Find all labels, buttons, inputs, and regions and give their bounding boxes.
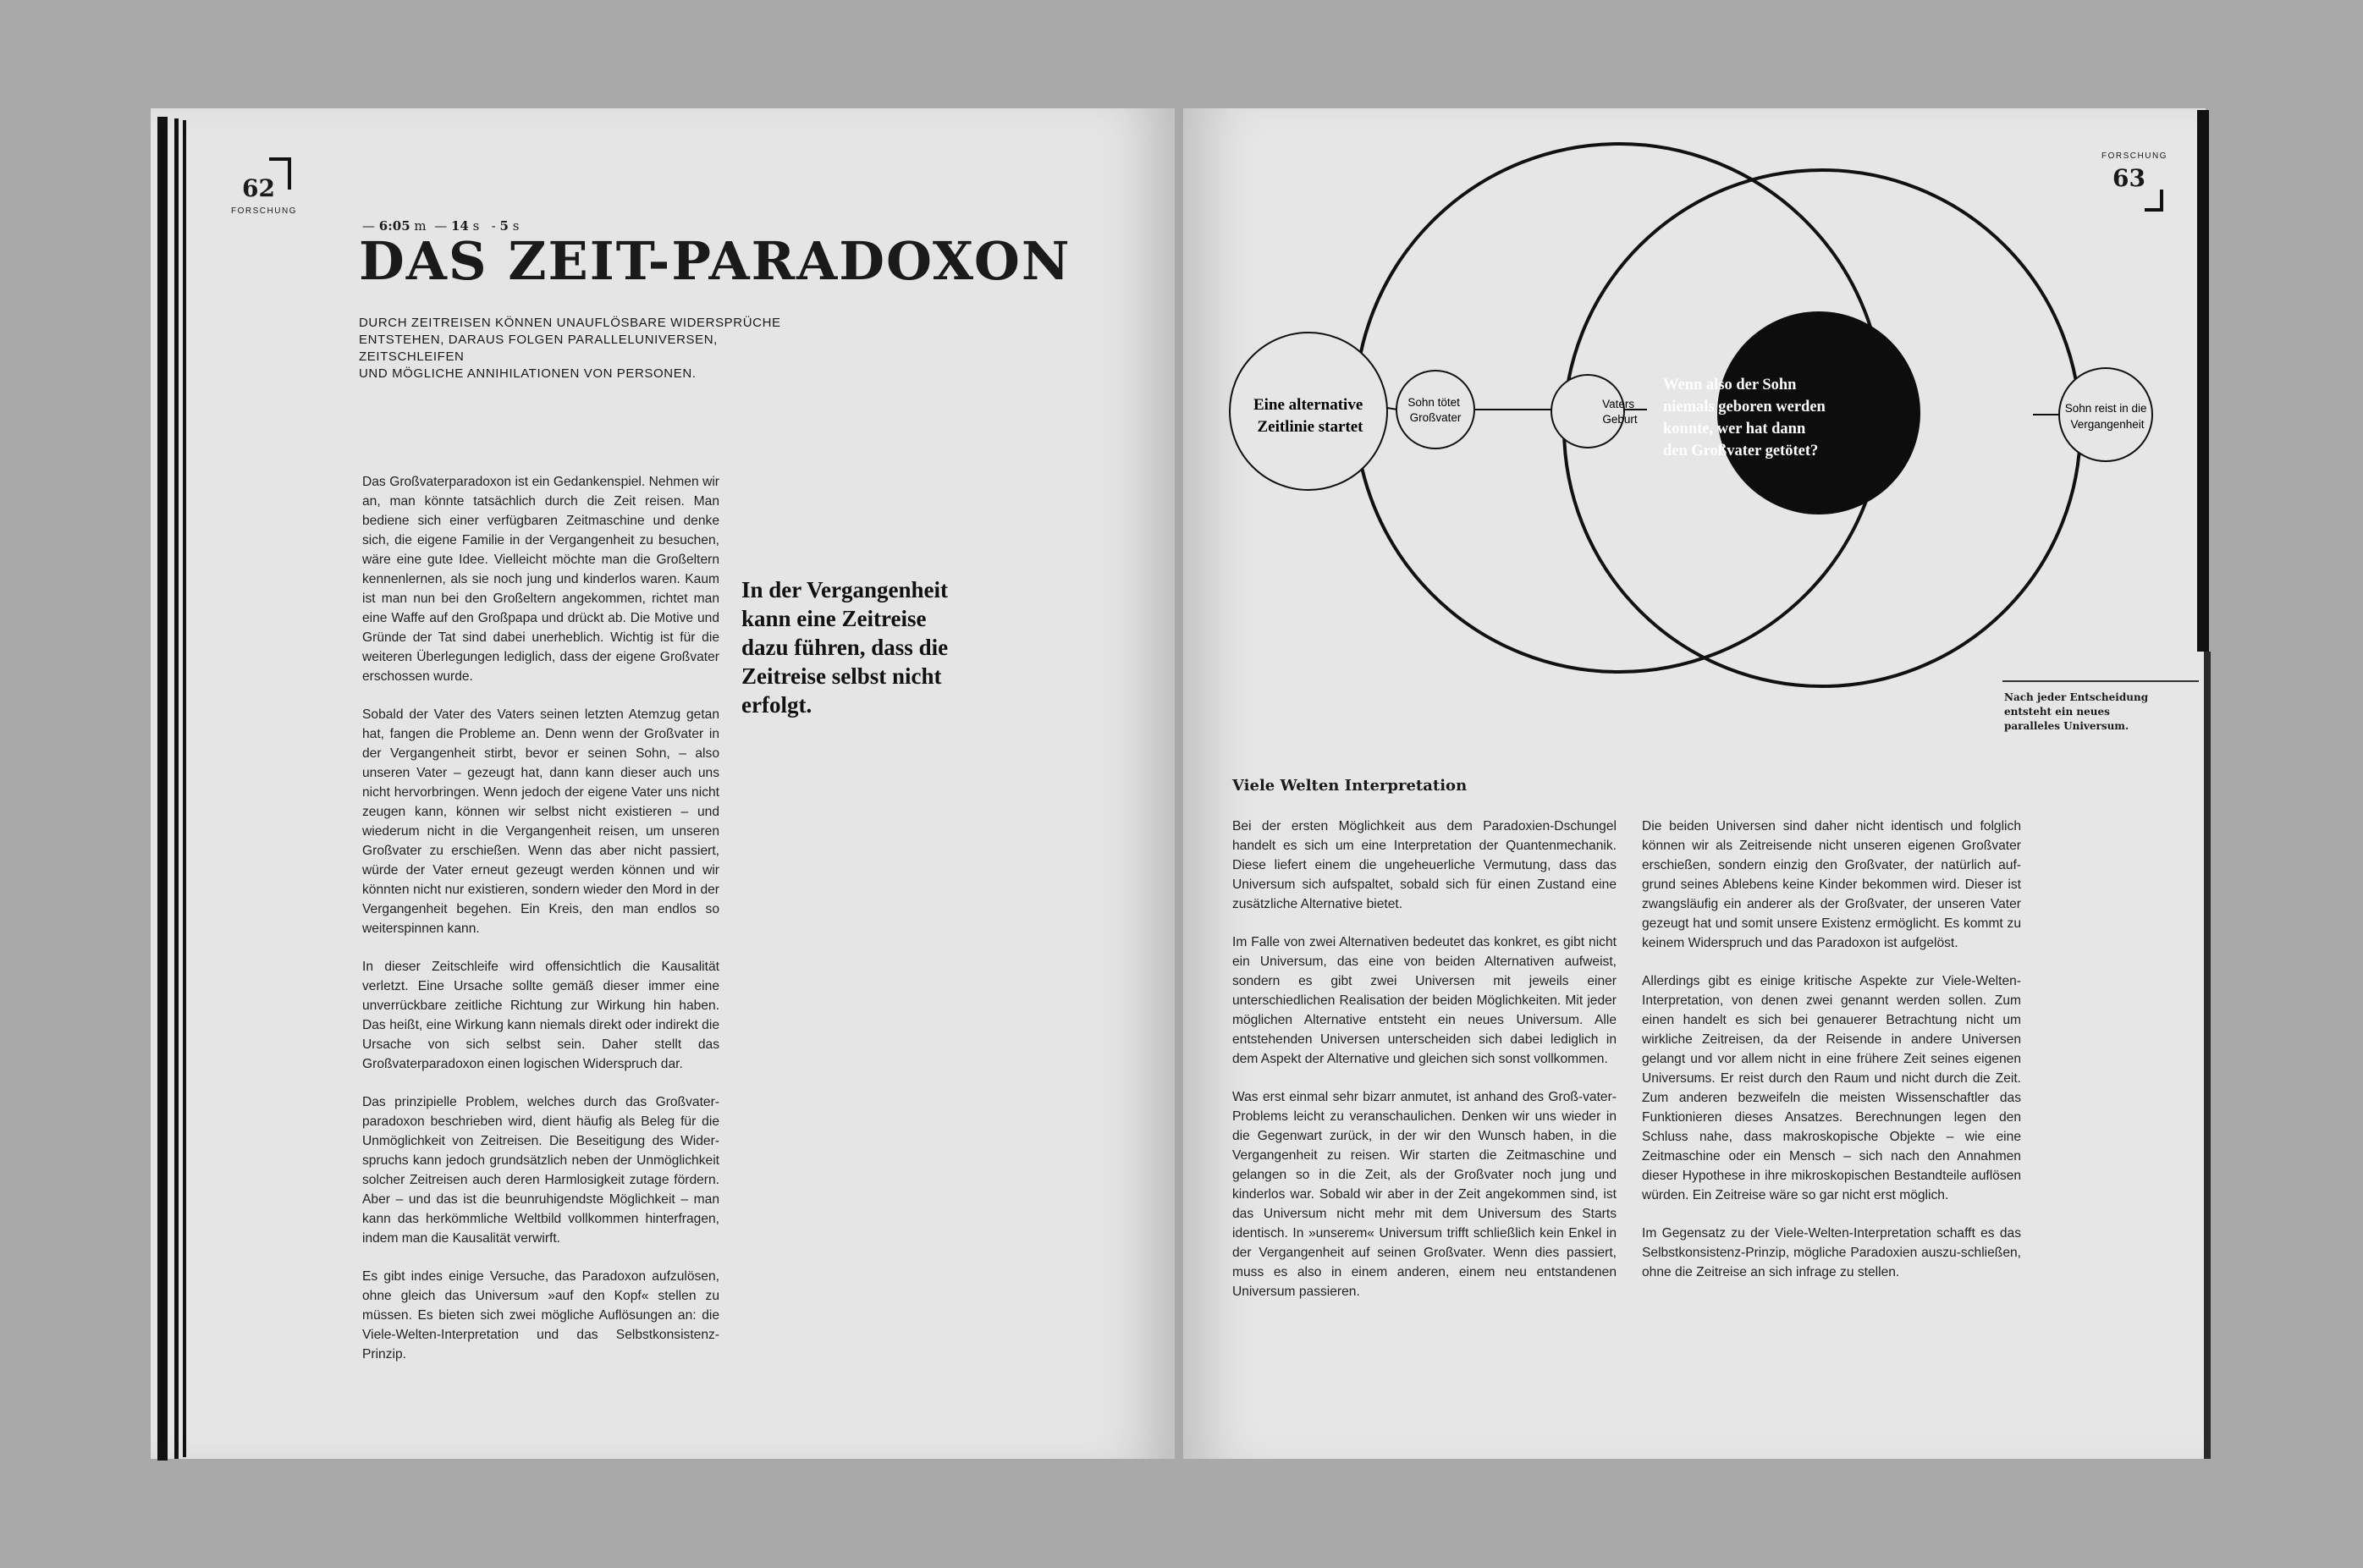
node-son-travels-label: Sohn reist in die Vergangenheit [2064, 402, 2147, 431]
left-page-edge [174, 118, 179, 1459]
paragraph: Bei der ersten Möglichkeit aus dem Paradoxien-Dschungel handelt es sich um eine Interpretation der Quantenmechanik. Diese liefert einem die ungeheuerliche Vermutung, dass das Universum sich aufspaltet, sobald sich für einen Zustand eine zusätzliche Alternative bietet. [1232, 819, 1617, 911]
paragraph: Das prinzipielle Problem, welches durch das Großvater-paradoxon beschrieben wird, dient häufig als Beleg für die Unmöglichkeit von Zeitreisen. Die Beseitigung des Wider-spruchs kann jedoch grundsätzlich neben der Unmöglichkeit solcher Zeitreisen auch deren Harmlosigkeit zutage fördern. Aber – und das ist die beunruhigendste Möglichkeit – man kann das herkömmliche Weltbild vollkommen hinterfragen, indem man die Kausalität verwirft. [362, 1095, 719, 1246]
paragraph: Im Gegensatz zu der Viele-Welten-Interpretation schafft es das Selbstkonsistenz-Prinzip, mögliche Paradoxien auszu-schließen, ohne die Zeitreise an sich infrage zu stellen. [1642, 1226, 2021, 1279]
section-label-right: FORSCHUNG [2101, 151, 2167, 161]
left-body-text [362, 472, 719, 1383]
section-label-left: FORSCHUNG [231, 206, 297, 216]
node-son-kills-label: Sohn tötet Großvater [1407, 396, 1462, 424]
node-father-birth [1551, 375, 1624, 448]
node-son-travels [2059, 368, 2152, 461]
timecode: — 6:05 m — 14 s - 5 s [362, 218, 520, 234]
paragraph: Was erst einmal sehr bizarr anmutet, ist anhand des Groß-vater-Problems leicht zu veranschaulichen. Denken wir uns wieder in die Gegenwart zurück, in der wir den Wunsch haben, in die Vergangenheit zu reisen. Wir starten die Zeitmaschine und gelangen so in die Zeit, als der Großvater noch jung und kinderlos war. Sobald wir aber in der Zeit angekommen sind, ist das Universum nicht mehr mit dem Universum des Starts identisch. In »unserem« Universum trifft schließlich kein Enkel in der Vergangenheit auf seinen Großvater. Wenn dies passiert, muss es also in einem anderen, einem neu entstandenen Universum passieren. [1232, 1090, 1617, 1299]
node-alternative-timeline-label: Eine alternative Zeitlinie startet [1253, 396, 1363, 436]
node-son-kills [1396, 371, 1474, 448]
paragraph: Die beiden Universen sind daher nicht identisch und folglich können wir als Zeitreisende nicht unseren eigenen Großvater erschießen, sondern einzig den Großvater, der natürlich auf-grund seines Ablebens keine Kinder bekommen wird. Dieser ist zwangsläufig ein anderer als der Großvater, der unseren Vater gezeugt hat und somit unsere Existenz ermöglicht. Es kommt zu keinem Widerspruch und das Paradoxon ist aufgelöst. [1642, 819, 2021, 950]
page-number-left: 62 [242, 174, 275, 202]
pull-quote: In der Vergangenheit kann eine Zeitreise dazu führen, dass die Zeitreise selbst nicht erfolgt. [741, 577, 949, 718]
paragraph: Es gibt indes einige Versuche, das Paradoxon aufzulösen, ohne gleich das Universum »auf den Kopf« stellen zu müssen. Es bieten sich zwei mögliche Auflösungen an: die Viele-Welten-Interpretation und das Selbstkonsistenz-Prinzip. [362, 1269, 719, 1362]
paragraph: In dieser Zeitschleife wird offensichtlich die Kausalität verletzt. Eine Ursache sollte gemäß dieser immer eine unverrückbare zeitliche Richtung zur Wirkung hin haben. Das heißt, eine Wirkung kann niemals direkt oder indirekt die Ursache von sich selbst sein. Daher stellt das Großvaterparadoxon einen logischen Widerspruch dar. [362, 960, 719, 1071]
node-father-birth-label: Vaters Geburt [1602, 398, 1638, 426]
paragraph: Im Falle von zwei Alternativen bedeutet das konkret, es gibt nicht ein Universum, das eine von beiden Alternativen aufweist, sondern es gibt zwei Universen mit jeweils einer unterschiedlichen Realisation der beiden Möglichkeiten. Mit jeder möglichen Alternative entsteht ein neues Universum. Alle entstehenden Universen unterscheiden sich dabei lediglich in dem Aspekt der Alternative und gleichen sich sonst vollkommen. [1232, 935, 1617, 1066]
page-number-right: 63 [2112, 164, 2145, 192]
timeline-diagram [1183, 108, 2206, 785]
diagram-caption: Nach jeder Entscheidung entsteht ein neues paralleles Universum. [2004, 691, 2149, 732]
right-body-col2 [1642, 817, 2021, 1301]
paragraph: Das Großvaterparadoxon ist ein Gedankenspiel. Nehmen wir an, man könnte tatsächlich durch die Zeit reisen. Man bediene sich einer verfügbaren Zeitmaschine und denke sich, die eigene Familie in der Vergangenheit zu besuchen, wäre eine gute Idee. Vielleicht möchte man die Großeltern kennenlernen, als sie noch jung und kinderlos waren. Kaum ist man nun bei den Großeltern angekommen, richtet man eine Waffe auf den Großpapa und drückt ab. Die Motive und Gründe der Tat sind dabei unerheblich. Wichtig ist für die weiteren Überlegungen lediglich, dass der eigene Großvater erschossen wurde. [362, 475, 719, 684]
paragraph: Allerdings gibt es einige kritische Aspekte zur Viele-Welten-Interpretation, von denen zwei genannt werden sollen. Zum einen handelt es sich bei genauerer Betrachtung nicht um wirkliche Zeitreisen, da der Reisende in andere Universen gelangt und vor allem nicht in eine frühere Zeit seines eigenen Universums. Er reist durch den Raum und nicht durch die Zeit. Zum anderen bezweifeln die meisten Wissenschaftler das Funktionieren dieses Ansatzes. Berechnungen legen den Schluss nahe, dass makroskopische Objekte – wie eine Zeitmaschine oder ein Mensch – sich nach den Annahmen dieser Hypothese in ihre mikroskopischen Bestandteile auflösen würden. Ein Zeitreise wäre so gar nicht erst möglich. [1642, 974, 2021, 1202]
section-heading: Viele Welten Interpretation [1232, 777, 1468, 795]
paragraph: Sobald der Vater des Vaters seinen letzten Atemzug getan hat, fangen die Probleme an. Denn wenn der Großvater in der Vergangenheit stirbt, bevor er seinen Sohn, – also unseren Vater – gezeugt hat, dann kann dieser auch uns nicht hervorbringen. Wenn jedoch der eigene Vater uns nicht zeugen kann, können wir selbst nicht existieren – und wiederum nicht in die Vergangenheit reisen, um unseren Großvater zu erschießen. Wenn das aber nicht passiert, würde der Vater erneut gezeugt werden können und wir könnten nicht nur existieren, sondern wieder den Mord in der Vergangenheit begehen. Ein Kreis, den man endlos so weiterspinnen kann. [362, 707, 719, 936]
article-subtitle: DURCH ZEITREISEN KÖNNEN UNAUFLÖSBARE WIDERSPRÜCHE ENTSTEHEN, DARAUS FOLGEN PARALLELUNIVERSEN, ZEITSCHLEIFEN UND MÖGLICHE ANNIHILATIONEN VON PERSONEN. [359, 316, 781, 381]
left-page-edge [157, 117, 168, 1461]
left-page-edge [183, 120, 186, 1457]
node-question-label: Wenn also der Sohn niemals geboren werden konnte, wer hat dann den Großvater getötet? [1663, 377, 1826, 459]
caption-rule [2002, 680, 2199, 682]
article-title: DAS ZEIT-PARADOXON [359, 230, 1071, 292]
corner-mark-left [269, 157, 291, 190]
right-body-col1 [1232, 817, 1617, 1320]
